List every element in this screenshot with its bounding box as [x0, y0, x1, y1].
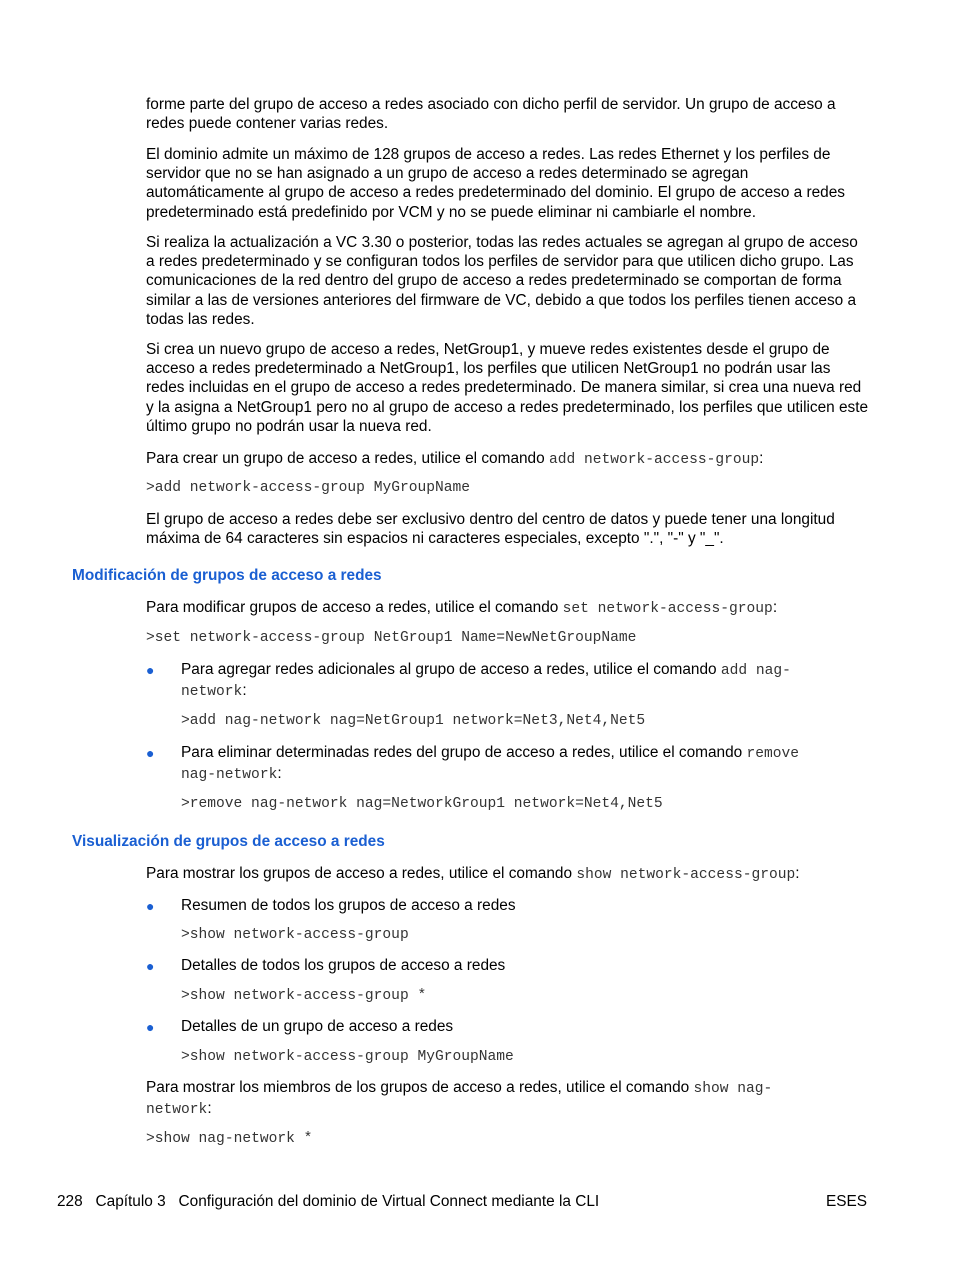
paragraph-1: forme parte del grupo de acceso a redes asociado con dicho perfil de servidor. Un grupo de acceso a redes puede contener varias redes.	[146, 96, 836, 133]
list-item-text: Detalles de un grupo de acceso a redes	[181, 1018, 454, 1035]
bullet-command-cont: network	[181, 684, 243, 701]
modify-intro-command: set network-access-group	[562, 601, 773, 617]
view-intro-end: :	[795, 865, 800, 882]
heading-modify: Modificación de grupos de acceso a redes	[72, 567, 382, 584]
code-add-nag: >add nag-network nag=NetGroup1 network=Net3,Net4,Net5	[181, 713, 646, 729]
bullet-text: Para agregar redes adicionales al grupo de acceso a redes, utilice el comando	[181, 661, 721, 678]
bullet-command-cont: nag-network	[181, 767, 278, 784]
members-intro	[146, 1078, 870, 1120]
members-end: :	[207, 1100, 212, 1118]
code-show-all: >show network-access-group *	[181, 988, 427, 1004]
bullet-end: :	[277, 765, 282, 783]
bullet-command: remove	[746, 746, 800, 762]
modify-intro-text: Para modificar grupos de acceso a redes, utilice el comando	[146, 599, 563, 616]
code-show-one: >show network-access-group MyGroupName	[181, 1049, 514, 1065]
chapter-title: Configuración del dominio de Virtual Connect mediante la CLI	[178, 1193, 600, 1210]
list-item-text: Detalles de todos los grupos de acceso a redes	[181, 957, 506, 974]
members-intro-text: Para mostrar los miembros de los grupos de acceso a redes, utilice el comando	[146, 1079, 694, 1096]
heading-view: Visualización de grupos de acceso a redes	[72, 833, 385, 850]
paragraph-5	[146, 449, 870, 470]
bullet-icon: ●	[146, 1019, 155, 1035]
paragraph-5-text: Para crear un grupo de acceso a redes, utilice el comando	[146, 450, 549, 467]
footer-lang: ESES	[825, 1193, 867, 1210]
paragraph-5-command: add network-access-group	[548, 452, 760, 468]
modify-intro	[146, 598, 870, 619]
view-intro	[146, 864, 870, 885]
paragraph-2: El dominio admite un máximo de 128 grupos de acceso a redes. Las redes Ethernet y los perfiles de servidor que no se han asignado a un grupo de acceso a redes determinado se agregan automáticamente al grupo de acceso a redes predeterminado del dominio. El grupo de acceso a redes predeterminado está predefinido por VCM y no se puede eliminar ni cambiarle el nombre.	[146, 146, 845, 221]
list-item-text	[181, 743, 870, 785]
list-item-text: Resumen de todos los grupos de acceso a redes	[181, 897, 516, 914]
chapter-label: Capítulo 3	[95, 1193, 166, 1210]
code-show-nag: >show nag-network *	[146, 1131, 313, 1147]
list-item-text	[181, 660, 870, 702]
code-remove-nag: >remove nag-network nag=NetworkGroup1 network=Net4,Net5	[181, 796, 663, 812]
bullet-icon: ●	[146, 958, 155, 974]
bullet-icon: ●	[146, 898, 155, 914]
code-set-group: >set network-access-group NetGroup1 Name=NewNetGroupName	[146, 630, 637, 646]
bullet-end: :	[242, 682, 247, 700]
code-add-group: >add network-access-group MyGroupName	[146, 480, 471, 496]
page-number: 228	[57, 1193, 83, 1210]
footer-left	[57, 1192, 599, 1211]
paragraph-3: Si realiza la actualización a VC 3.30 o posterior, todas las redes actuales se agregan al grupo de acceso a redes predeterminado y se configuran todos los perfiles de servidor para que utilicen dicho grupo. Las comunicaciones de la red dentro del grupo de acceso a redes predeterminado se comportan de forma similar a las de versiones anteriores del firmware de VC, debido a que todos los perfiles tienen acceso a todas las redes.	[146, 234, 858, 328]
members-command-cont: network	[146, 1102, 208, 1119]
members-command: show nag-	[693, 1081, 773, 1097]
bullet-icon: ●	[146, 745, 155, 761]
view-intro-command: show network-access-group	[576, 867, 796, 883]
paragraph-5-end: :	[759, 450, 764, 467]
paragraph-6: El grupo de acceso a redes debe ser exclusivo dentro del centro de datos y puede tener una longitud máxima de 64 caracteres sin espacios ni caracteres especiales, excepto ".", "-" y "_".	[146, 511, 835, 548]
view-intro-text: Para mostrar los grupos de acceso a redes, utilice el comando	[146, 865, 577, 882]
bullet-command: add nag-	[720, 663, 791, 679]
paragraph-4: Si crea un nuevo grupo de acceso a redes, NetGroup1, y mueve redes existentes desde el grupo de acceso a redes predeterminado a NetGroup1, los perfiles que utilicen NetGroup1 no podrán usar las redes incluidas en el grupo de acceso a redes predeterminado. De manera similar, si crea una nueva red y la asigna a NetGroup1 pero no al grupo de acceso a redes predeterminado, los perfiles que utilicen este último grupo no podrán usar la nueva red.	[146, 341, 869, 435]
bullet-text: Para eliminar determinadas redes del grupo de acceso a redes, utilice el comando	[181, 744, 747, 761]
modify-intro-end: :	[772, 599, 778, 616]
bullet-icon: ●	[146, 662, 155, 678]
code-show-summary: >show network-access-group	[181, 927, 409, 943]
